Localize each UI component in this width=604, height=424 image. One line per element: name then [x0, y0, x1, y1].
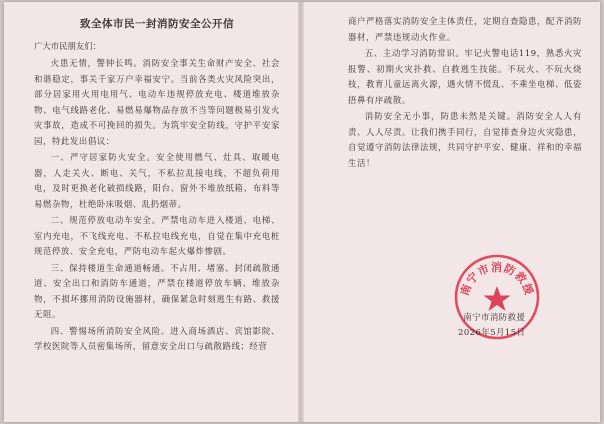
- item-fire-knowledge: 五、主动学习消防常识。牢记火警电话119，熟悉火灾报警、初期火灾扑救、自救逃生技能。不玩火、不玩火烧枝，教育儿童远离火源，遇火情不慌乱、不乘坐电梯、低姿捂鼻有序疏散。: [348, 48, 582, 105]
- letter-title: 致全体市民一封消防安全公开信: [80, 18, 234, 30]
- letter-spread: [4, 2, 600, 422]
- item-escape-routes: 三、保持楼道生命通道畅通。不占用、堵塞、封闭疏散通道、安全出口和消防车通道，严禁在楼道停放车辆、堆放杂物，不损坏挪用消防设施器材，确保紧急时刻逃生有路、救援无阻。: [34, 262, 280, 319]
- seal-star-icon: [484, 286, 511, 311]
- signature-block: [458, 310, 525, 340]
- letter-greeting: 广大市民朋友们：: [34, 41, 101, 51]
- signature-organization: 南宁市消防救援: [463, 312, 526, 322]
- svg-text:南宁市消防救援: [457, 260, 537, 297]
- seal-text: 南宁市消防救援: [458, 261, 536, 298]
- left-page: [4, 2, 298, 422]
- closing-paragraph: 消防安全无小事，防患未然是关键。消防安全人人有责、人人尽责。让我们携手同行，自觉排查身边火灾隐患，自觉遵守消防法律法规，共同守护平安、健康、祥和的幸福生活！: [348, 111, 582, 168]
- item-public-places-continued: 商户严格落实消防安全主体责任，定期自查隐患，配齐消防器材，严禁违规动火作业。: [348, 16, 582, 42]
- item-home-fire-safety: 一、严守居家防火安全。安全使用燃气、灶具、取暖电器，人走关火、断电、关气，不私拉乱接电线，不超负荷用电，及时更换老化破损线路，阳台、窗外不堆放纸箱、布料等易燃杂物，杜绝卧床吸烟、乱扔烟蒂。: [34, 152, 280, 209]
- item-ebike-safety: 二、规范停放电动车安全。严禁电动车进入楼道、电梯、室内充电，不飞线充电、不私拉电线充电，自觉在集中充电桩规范停放、安全充电，严防电动车起火爆炸惨剧。: [34, 215, 280, 256]
- item-public-places: 四、警惕场所消防安全风险。进入商场酒店、宾馆影院、学校医院等人员密集场所，留意安全出口与疏散路线；经营: [34, 325, 280, 351]
- intro-paragraph: 火患无情，警钟长鸣。消防安全事关生命财产安全、社会和谐稳定，事关千家万户幸福安宁。当前各类火灾风险突出，部分居家用火用电用气、电动车违规停放充电、楼道堆放杂物、电气线路老化、易燃易爆物品存放不当等问题极易引发火灾事故，造成不可挽回的损失。为筑牢安全防线，守护平安家园，特此发出倡议：: [34, 58, 280, 146]
- right-page: [304, 2, 600, 422]
- signature-date: 2026年5月15日: [458, 327, 526, 337]
